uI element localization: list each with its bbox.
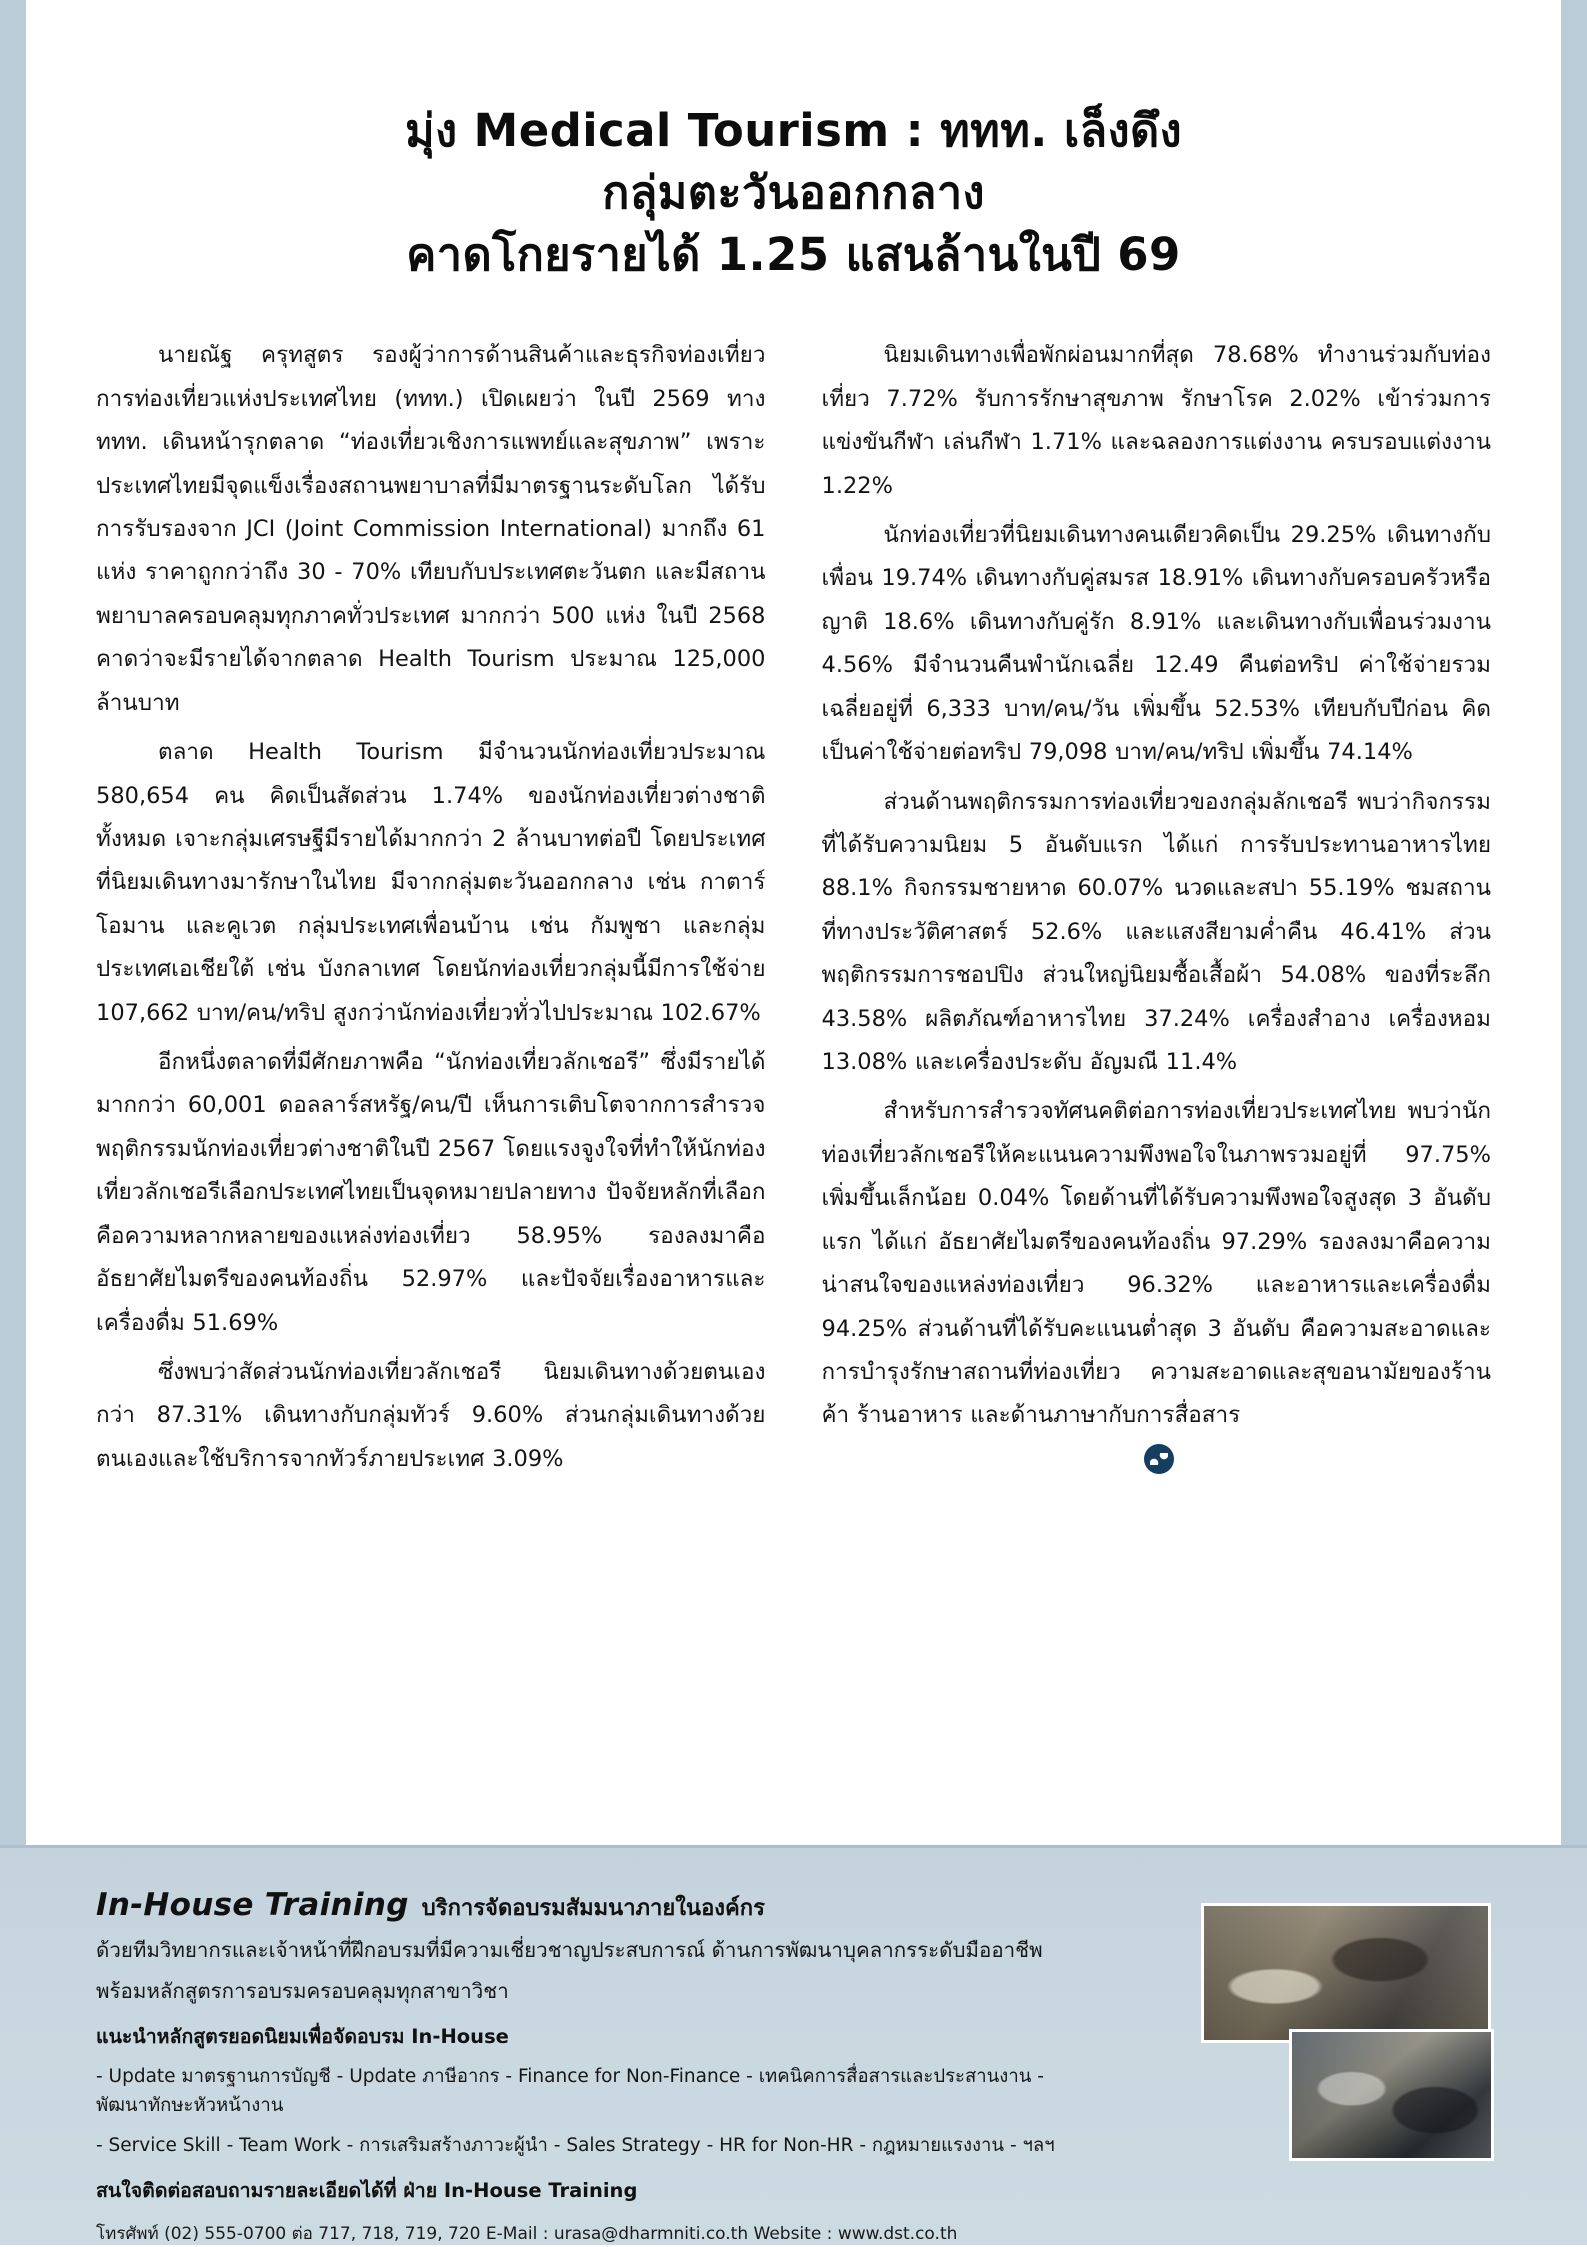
- ad-recommend-header: แนะนำหลักสูตรยอดนิยมเพื่อจัดอบรม In-House: [96, 2024, 509, 2048]
- ad-title: In-House Training: [96, 1887, 409, 1923]
- article-columns: [96, 334, 1491, 1487]
- article-end-mark-wrap: [822, 1444, 1492, 1474]
- paragraph: ส่วนด้านพฤติกรรมการท่องเที่ยวของกลุ่มลักเชอรี พบว่ากิจกรรมที่ได้รับความนิยม 5 อันดับแรก ได้แก่ การรับประทานอาหารไทย 88.1% กิจกรรมชายหาด 60.07% นวดและสปา 55.19% ชมสถานที่ทางประวัติศาสตร์ 52.6% และแสงสียามค่ำคืน 46.41% ส่วนพฤติกรรมการชอปปิง ส่วนใหญ่นิยมซื้อเสื้อผ้า 54.08% ของที่ระลึก 43.58% ผลิตภัณฑ์อาหารไทย 37.24% เครื่องสำอาง เครื่องหอม 13.08% และเครื่องประดับ อัญมณี 11.4%: [821, 788, 1491, 1076]
- headline-line-1: มุ่ง Medical Tourism : ททท. เล็งดึง: [405, 104, 1182, 157]
- ad-top-divider: [0, 1845, 1587, 1848]
- training-photo-1: [1201, 1903, 1491, 2043]
- paragraph: ตลาด Health Tourism มีจำนวนนักท่องเที่ยวประมาณ 580,654 คน คิดเป็นสัดส่วน 1.74% ของนักท่องเที่ยวต่างชาติทั้งหมด เจาะกลุ่มเศรษฐีมีรายได้มากกว่า 2 ล้านบาทต่อปี โดยประเทศที่นิยมเดินทางมารักษาในไทย มีจากกลุ่มตะวันออกกลาง เช่น กาตาร์ โอมาน และคูเวต กลุ่มประเทศเพื่อนบ้าน เช่น กัมพูชา และกลุ่มประเทศเอเชียใต้ เช่น บังกลาเทศ โดยนักท่องเที่ยวกลุ่มนี้มีการใช้จ่าย 107,662 บาท/คน/ทริป สูงกว่านักท่องเที่ยวทั่วไปประมาณ 102.67%: [96, 739, 766, 1026]
- ad-course-list-line-1: - Update มาตรฐานการบัญชี - Update ภาษีอากร - Finance for Non-Finance - เทคนิคการสื่อสารและประสานงาน - พัฒนาทักษะหัวหน้างาน: [96, 2065, 1044, 2117]
- paragraph: ซึ่งพบว่าสัดส่วนนักท่องเที่ยวลักเชอรี นิยมเดินทางด้วยตนเองกว่า 87.31% เดินทางกับกลุ่มทัวร์ 9.60% ส่วนกลุ่มเดินทางด้วยตนเองและใช้บริการจากทัวร์ภายประเทศ 3.09%: [96, 1358, 766, 1472]
- article-content: [26, 0, 1561, 1845]
- headline-line-2: กลุ่มตะวันออกกลาง: [602, 166, 985, 220]
- paragraph: นักท่องเที่ยวที่นิยมเดินทางคนเดียวคิดเป็น 29.25% เดินทางกับเพื่อน 19.74% เดินทางกับคู่สมรส 18.91% เดินทางกับครอบครัวหรือญาติ 18.6% เดินทางกับคู่รัก 8.91% และเดินทางกับเพื่อนร่วมงาน 4.56% มีจำนวนคืนพำนักเฉลี่ย 12.49 คืนต่อทริป ค่าใช้จ่ายรวมเฉลี่ยอยู่ที่ 6,333 บาท/คน/วัน เพิ่มขึ้น 52.53% เทียบกับปีก่อน คิดเป็นค่าใช้จ่ายต่อทริป 79,098 บาท/คน/ทริป เพิ่มขึ้น 74.14%: [821, 521, 1491, 766]
- ad-text-block: [96, 1887, 1096, 2247]
- ad-call-to-action: สนใจติดต่อสอบถามรายละเอียดได้ที่ ฝ่าย In-House Training: [96, 2179, 638, 2203]
- paragraph: สำหรับการสำรวจทัศนคติต่อการท่องเที่ยวประเทศไทย พบว่านักท่องเที่ยวลักเชอรีให้คะแนนความพึงพอใจในภาพรวมอยู่ที่ 97.75% เพิ่มขึ้นเล็กน้อย 0.04% โดยด้านที่ได้รับความพึงพอใจสูงสุด 3 อันดับแรก ได้แก่ อัธยาศัยไมตรีของคนท้องถิ่น 97.29% รองลงมาคือความน่าสนใจของแหล่งท่องเที่ยว 96.32% และอาหารและเครื่องดื่ม 94.25% ส่วนด้านที่ได้รับคะแนนต่ำสุด 3 อันดับ คือความสะอาดและการบำรุงรักษาสถานที่ท่องเที่ยว ความสะอาดและสุขอนามัยของร้านค้า ร้านอาหาร และด้านภาษากับการสื่อสาร: [821, 1098, 1491, 1429]
- ad-title-row: [96, 1887, 1096, 1925]
- wave-logo-icon: [1144, 1444, 1174, 1474]
- in-house-training-ad: [0, 1845, 1587, 2245]
- paragraph: นิยมเดินทางเพื่อพักผ่อนมากที่สุด 78.68% ทำงานร่วมกับท่องเที่ยว 7.72% รับการรักษาสุขภาพ รักษาโรค 2.02% เข้าร่วมการแข่งขันกีฬา เล่นกีฬา 1.71% และฉลองการแต่งงาน ครบรอบแต่งงาน 1.22%: [821, 342, 1491, 499]
- article-column-right: [822, 334, 1492, 1487]
- ad-description-line-1: ด้วยทีมวิทยากรและเจ้าหน้าที่ฝึกอบรมที่มีความเชี่ยวชาญประสบการณ์ ด้านการพัฒนาบุคลากรระดับมืออาชีพ: [96, 1938, 1043, 1962]
- ad-photo-group: [1201, 1903, 1501, 2161]
- ad-description-line-2: พร้อมหลักสูตรการอบรมครอบคลุมทุกสาขาวิชา: [96, 1978, 509, 2003]
- ad-subtitle: บริการจัดอบรมสัมมนาภายในองค์กร: [421, 1896, 765, 1921]
- ad-course-list-line-2: - Service Skill - Team Work - การเสริมสร้างภาวะผู้นำ - Sales Strategy - HR for Non-HR - กฎหมายแรงงาน - ฯลฯ: [96, 2135, 1055, 2157]
- page-title: [96, 0, 1491, 286]
- ad-contact-info: โทรศัพท์ (02) 555-0700 ต่อ 717, 718, 719, 720 E-Mail : urasa@dharmniti.co.th Website : www.dst.co.th: [96, 2224, 958, 2245]
- training-photo-2: [1289, 2029, 1494, 2161]
- paragraph: นายณัฐ ครุทสูตร รองผู้ว่าการด้านสินค้าและธุรกิจท่องเที่ยว การท่องเที่ยวแห่งประเทศไทย (ททท.) เปิดเผยว่า ในปี 2569 ทาง ททท. เดินหน้ารุกตลาด “ท่องเที่ยวเชิงการแพทย์และสุขภาพ” เพราะประเทศไทยมีจุดแข็งเรื่องสถานพยาบาลที่มีมาตรฐานระดับโลก ได้รับการรับรองจาก JCI (Joint Commission International) มากถึง 61 แห่ง ราคาถูกกว่าถึง 30 - 70% เทียบกับประเทศตะวันตก และมีสถานพยาบาลครอบคลุมทุกภาคทั่วประเทศ มากกว่า 500 แห่ง ในปี 2568 คาดว่าจะมีรายได้จากตลาด Health Tourism ประมาณ 125,000 ล้านบาท: [96, 342, 766, 716]
- headline-line-3: คาดโกยรายได้ 1.25 แสนล้านในปี 69: [406, 228, 1181, 282]
- paragraph: อีกหนึ่งตลาดที่มีศักยภาพคือ “นักท่องเที่ยวลักเชอรี” ซึ่งมีรายได้มากกว่า 60,001 ดอลลาร์สหรัฐ/คน/ปี เห็นการเติบโตจากการสำรวจพฤติกรรมนักท่องเที่ยวต่างชาติในปี 2567 โดยแรงจูงใจที่ทำให้นักท่องเที่ยวลักเชอรีเลือกประเทศไทยเป็นจุดหมายปลายทาง ปัจจัยหลักที่เลือกคือความหลากหลายของแหล่งท่องเที่ยว 58.95% รองลงมาคืออัธยาศัยไมตรีของคนท้องถิ่น 52.97% และปัจจัยเรื่องอาหารและเครื่องดื่ม 51.69%: [96, 1049, 766, 1336]
- article-column-left: [96, 334, 766, 1487]
